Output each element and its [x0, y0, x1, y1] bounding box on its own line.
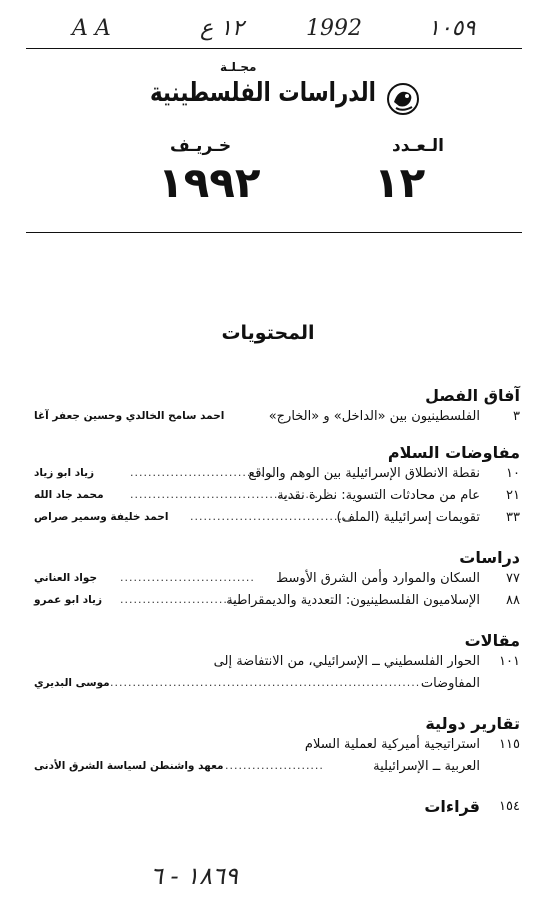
- toc-section: [20, 797, 520, 823]
- toc-section: [20, 714, 520, 781]
- table-of-contents: [20, 386, 520, 823]
- toc-section: [20, 548, 520, 615]
- page-number: ١٠: [506, 466, 520, 481]
- season-label: خـريـف: [170, 136, 232, 156]
- toc-entry: [20, 466, 520, 488]
- article-title: العربية ــ الإسرائيلية: [373, 759, 480, 774]
- toc-entry: [20, 593, 520, 615]
- journal-title: الدراسات الفلسطينية: [150, 78, 376, 108]
- section-title: دراسات: [459, 548, 520, 567]
- leader-dots: ....................................: [190, 510, 352, 523]
- leader-dots: ......................: [225, 759, 324, 772]
- issue-year: ١٩٩٢: [158, 158, 261, 207]
- section-title: مقالات: [464, 631, 520, 650]
- issue-label: الـعـدد: [392, 136, 444, 156]
- toc-entry: [20, 737, 520, 759]
- article-title: نقطة الانطلاق الإسرائيلية بين الوهم والواقع: [248, 466, 480, 481]
- article-title: السكان والموارد وأمن الشرق الأوسط: [276, 571, 480, 586]
- toc-entry: [20, 571, 520, 593]
- journal-kicker: مجـلـة: [220, 60, 257, 74]
- article-author: زياد ابو عمرو: [34, 594, 103, 606]
- article-title: الفلسطينيون بين «الداخل» و «الخارج»: [268, 409, 480, 424]
- article-title: الإسلاميون الفلسطينيون: التعددية والديمقراطية: [226, 593, 480, 608]
- leader-dots: .....................................................................: [110, 676, 421, 689]
- contents-heading: المحتويات: [221, 322, 315, 344]
- toc-entry: [20, 676, 520, 698]
- section-title: آفاق الفصل: [425, 386, 520, 405]
- page-number: ٨٨: [506, 593, 520, 608]
- article-title: قراءات: [424, 797, 480, 816]
- toc-entry: [20, 654, 520, 676]
- leader-dots: ................................: [130, 466, 274, 479]
- leader-dots: ..........................................: [130, 488, 319, 501]
- masthead-rule: [26, 232, 522, 233]
- page-number: ٧٧: [506, 571, 520, 586]
- leader-dots: ...........................: [120, 593, 242, 606]
- handwritten-note-number: ١٠٥٩: [428, 16, 476, 41]
- top-rule: [26, 48, 522, 49]
- article-author: موسى البديري: [34, 677, 110, 689]
- article-title: تقويمات إسرائيلية (الملف): [336, 510, 480, 525]
- toc-section: [20, 386, 520, 431]
- section-title: تقارير دولية: [425, 714, 520, 733]
- toc-entry: [20, 797, 520, 823]
- handwritten-note-year: 1992: [306, 16, 362, 41]
- toc-entry: [20, 510, 520, 532]
- article-author: احمد سامح الخالدي وحسين جعفر آغا: [34, 410, 225, 422]
- page-number: ٣: [513, 409, 520, 424]
- handwritten-note-aa: A A: [72, 16, 111, 41]
- toc-section: [20, 631, 520, 698]
- issue-number: ١٢: [374, 158, 426, 207]
- article-title: عام من محادثات التسوية: نظرة نقدية: [277, 488, 480, 503]
- article-author: زياد ابو زياد: [34, 467, 95, 479]
- article-title: استراتيجية أميركية لعملية السلام: [304, 737, 480, 752]
- handwritten-note-bottom: ١٨٦٩ - ٦: [150, 862, 238, 890]
- article-title: الحوار الفلسطيني ــ الإسرائيلي، من الانتفاضة إلى: [213, 654, 480, 669]
- article-author: جواد العناني: [34, 572, 98, 584]
- leader-dots: ..............................: [120, 571, 255, 584]
- page-number: ١٥٤: [499, 799, 520, 814]
- page-number: ١٠١: [499, 654, 520, 669]
- section-title: مفاوضات السلام: [387, 443, 520, 462]
- page-number: ٢١: [506, 488, 520, 503]
- page-number: ٣٣: [506, 510, 520, 525]
- article-author: محمد جاد الله: [34, 489, 104, 501]
- toc-entry: [20, 759, 520, 781]
- article-author: معهد واشنطن لسياسة الشرق الأدنى: [34, 760, 224, 772]
- article-author: احمد خليفة وسمير صراص: [34, 511, 169, 523]
- toc-section: [20, 443, 520, 532]
- toc-entry: [20, 488, 520, 510]
- toc-entry: [20, 409, 520, 431]
- handwritten-note-issue: ١٢ ع: [200, 16, 244, 41]
- page-number: ١١٥: [499, 737, 520, 752]
- article-title: المفاوضات: [420, 676, 480, 691]
- journal-logo-icon: [386, 82, 420, 116]
